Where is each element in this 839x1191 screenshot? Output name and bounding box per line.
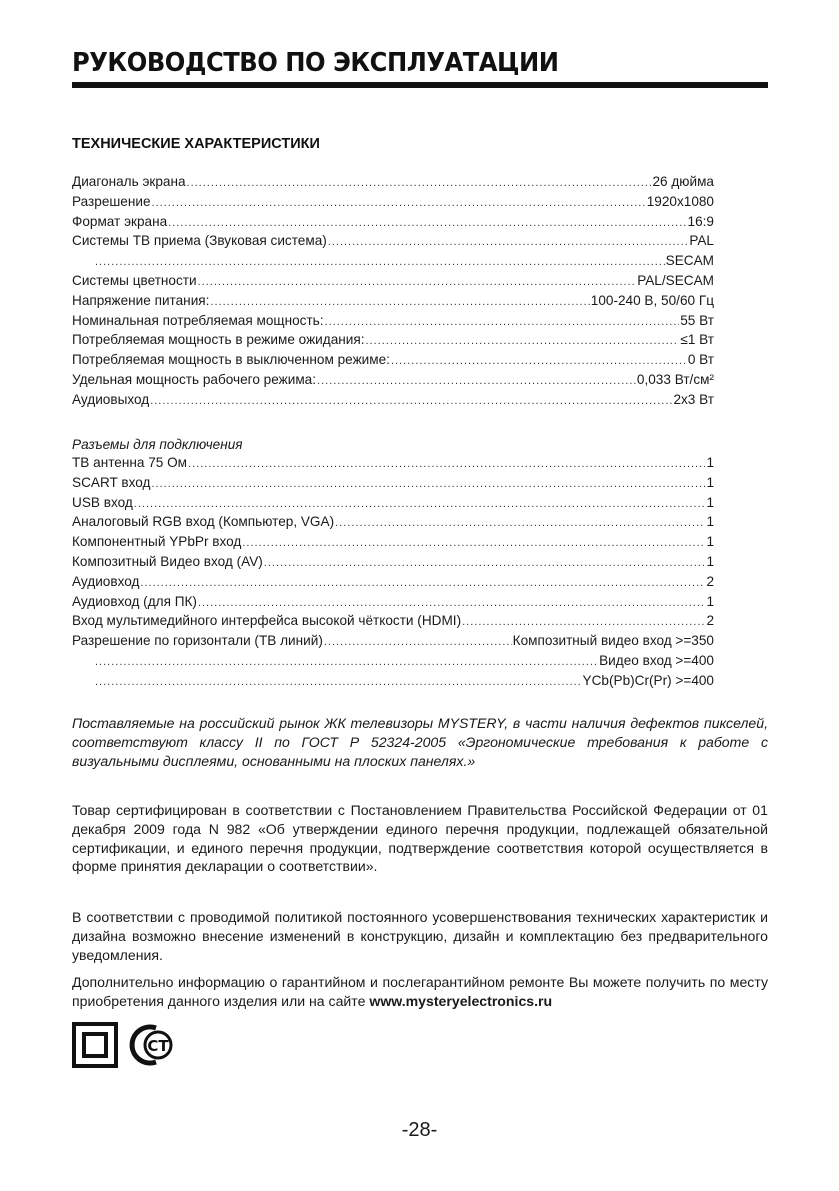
spec-label: Номинальная потребляемая мощность: [72, 312, 324, 328]
spec-value: 1 [706, 514, 714, 530]
spec-label: Компонентный YPbPr вход [72, 534, 242, 550]
dot-leader [188, 458, 705, 470]
spec-value: 16:9 [687, 213, 714, 229]
connectors-list [72, 455, 714, 693]
connectors-title: Разъемы для подключения [72, 437, 243, 452]
spec-row [72, 514, 714, 534]
spec-row [72, 554, 714, 574]
spec-row [72, 633, 714, 653]
spec-value: 55 Вт [680, 312, 714, 328]
dot-leader [150, 395, 672, 407]
spec-row [72, 475, 714, 495]
spec-row [72, 352, 714, 372]
page-title: РУКОВОДСТВО ПО ЭКСПЛУАТАЦИИ [72, 48, 559, 78]
dot-leader [242, 537, 705, 549]
spec-value: 2x3 Вт [673, 391, 714, 407]
dot-leader [95, 256, 665, 268]
changes-note: В соответствии с проводимой политикой постоянного усовершенствования технических характеристик и дизайна возможно внесение изменений в конструкцию, дизайн и комплектацию без предварительного уведомления. [72, 909, 768, 963]
spec-value: 1 [706, 455, 714, 470]
spec-row [72, 214, 714, 234]
spec-value: 1 [706, 494, 714, 510]
dot-leader [391, 355, 687, 367]
spec-value: 1920x1080 [646, 193, 714, 209]
specs-list [72, 174, 714, 412]
dot-leader [264, 557, 706, 569]
spec-label: Композитный Видео вход (AV) [72, 553, 263, 569]
spec-row [72, 673, 714, 693]
spec-value: 1 [706, 474, 714, 490]
page-number: -28- [401, 1119, 438, 1141]
spec-label: Удельная мощность рабочего режима: [72, 371, 317, 387]
spec-row [72, 332, 714, 352]
spec-value: 1 [706, 553, 714, 569]
website-link[interactable]: www.mysteryelectronics.ru [369, 992, 553, 1009]
dot-leader [134, 498, 706, 510]
spec-label: Потребляемая мощность в режиме ожидания: [72, 332, 365, 348]
spec-row [72, 293, 714, 313]
spec-value: 100-240 В, 50/60 Гц [590, 292, 714, 308]
spec-row [72, 174, 714, 194]
dot-leader [152, 197, 646, 209]
spec-label: ТВ антенна 75 Ом [72, 455, 188, 470]
spec-value: Композитный видео вход >=350 [512, 633, 714, 649]
spec-row [72, 313, 714, 333]
spec-row [72, 392, 714, 412]
dot-leader [366, 335, 680, 347]
spec-label: Разрешение [72, 193, 151, 209]
spec-row [72, 233, 714, 253]
header-rule [72, 82, 768, 88]
spec-row [72, 653, 714, 673]
specs-title: ТЕХНИЧЕСКИЕ ХАРАКТЕРИСТИКИ [72, 136, 320, 152]
spec-row [72, 194, 714, 214]
dot-leader [95, 676, 582, 688]
spec-label: Аналоговый RGB вход (Компьютер, VGA) [72, 514, 335, 530]
spec-row [72, 372, 714, 392]
spec-value: 1 [706, 593, 714, 609]
page-header [72, 46, 768, 88]
spec-value: SECAM [665, 253, 714, 269]
spec-label: Аудиовыход [72, 391, 150, 407]
dot-leader [317, 375, 636, 387]
spec-row [72, 495, 714, 515]
dot-leader [95, 656, 598, 668]
spec-label: Вход мультимедийного интерфейса высокой чёткости (HDMI) [72, 613, 462, 629]
spec-label: SCART вход [72, 474, 151, 490]
dot-leader [328, 236, 689, 248]
spec-row [72, 594, 714, 614]
dot-leader [198, 276, 637, 288]
spec-row [72, 534, 714, 554]
spec-label: Системы цветности [72, 272, 197, 288]
spec-row [72, 613, 714, 633]
spec-value: 26 дюйма [652, 174, 714, 189]
spec-label: USB вход [72, 494, 133, 510]
double-square-class-ii-icon [72, 1022, 118, 1068]
ct-conformity-mark-icon [126, 1022, 176, 1068]
spec-value: 1 [706, 534, 714, 550]
certification-marks [72, 1022, 176, 1068]
dot-leader [151, 478, 705, 490]
spec-value: PAL/SECAM [637, 272, 714, 288]
spec-label: Формат экрана [72, 213, 168, 229]
warranty-note [72, 973, 768, 1011]
spec-value: PAL [689, 233, 714, 249]
ct-mark-letters: СТ [147, 1037, 169, 1055]
dot-leader [210, 296, 589, 308]
spec-value: 2 [706, 613, 714, 629]
certification-note: Товар сертифицирован в соответствии с Постановлением Правительства Российской Федерации от 01 декабря 2009 года N 982 «Об утверждении единого перечня продукции, подлежащей обязательной сертификации, и единого перечня продукции, подтверждение соответствия которой осуществляется в форме принятия декларации о соответствии». [72, 802, 768, 875]
spec-row [72, 253, 714, 273]
dot-leader [140, 577, 705, 589]
spec-value: 0 Вт [687, 352, 714, 368]
dot-leader [324, 636, 512, 648]
spec-label: Разрешение по горизонтали (ТВ линий) [72, 633, 323, 649]
spec-value: Видео вход >=400 [599, 652, 714, 668]
dot-leader [187, 177, 652, 189]
spec-value: ≤1 Вт [680, 332, 714, 348]
pixel-class-note: Поставляемые на российский рынок ЖК телевизоры MYSTERY, в части наличия дефектов пикселей, соответствуют классу II по ГОСТ Р 52324-2005 «Эргономические требования к работе с визуальными дисплеями, основанными на плоских панелях.» [72, 715, 768, 769]
spec-label: Потребляемая мощность в выключенном режиме: [72, 352, 390, 368]
spec-label: Аудиовход (для ПК) [72, 593, 197, 609]
spec-value: 2 [706, 573, 714, 589]
dot-leader [168, 217, 686, 229]
dot-leader [335, 517, 705, 529]
spec-row [72, 574, 714, 594]
spec-row [72, 455, 714, 475]
spec-row [72, 273, 714, 293]
dot-leader [325, 316, 680, 328]
warranty-text: Дополнительно информацию о гарантийном и послегарантийном ремонте Вы можете получить по месту приобретения данного изделия или на сайте [72, 974, 768, 1009]
spec-label: Напряжение питания: [72, 292, 210, 308]
spec-label: Системы ТВ приема (Звуковая система) [72, 233, 327, 249]
dot-leader [462, 616, 705, 628]
spec-label: Аудиовход [72, 573, 140, 589]
spec-value: YCb(Pb)Cr(Pr) >=400 [582, 672, 714, 688]
spec-value: 0,033 Вт/см² [636, 371, 714, 387]
dot-leader [198, 597, 706, 609]
spec-label: Диагональ экрана [72, 174, 186, 189]
